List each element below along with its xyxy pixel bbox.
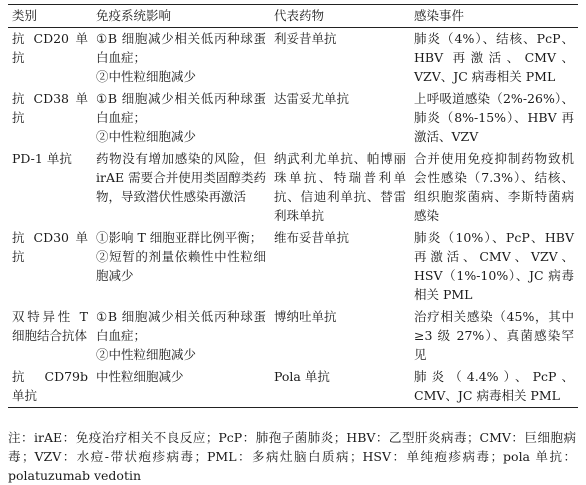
cell-drugs: 维布妥昔单抗 xyxy=(274,230,350,245)
header-drugs: 代表药物 xyxy=(270,5,410,28)
table-header-row xyxy=(8,5,578,28)
cell-immune-effect xyxy=(92,366,270,408)
cell-drugs: 纳武利尤单抗、帕博丽珠单抗、特瑞普利单抗、信迪利单抗、替雷利珠单抗 xyxy=(274,151,406,223)
cell-drugs: Pola 单抗 xyxy=(270,366,410,408)
table-row xyxy=(8,88,578,148)
cell-category: 双特异性 T 细胞结合抗体 xyxy=(12,309,88,343)
table-footnote: 注：irAE：免疫治疗相关不良反应；PcP：肺孢子菌肺炎；HBV：乙型肝炎病毒；CMV：巨细胞病毒；VZV：水痘-带状疱疹病毒；PML：多病灶脑白质病；HSV：单纯疱疹病毒；pola 单抗：polatuzumab vedotin xyxy=(8,430,576,483)
cell-drugs: 达雷妥尤单抗 xyxy=(274,91,350,106)
cell-category: 抗 CD20 单抗 xyxy=(12,31,88,65)
drug-infection-table xyxy=(8,4,578,408)
header-immune-effect: 免疫系统影响 xyxy=(92,5,270,28)
cell-category: 抗 CD38 单抗 xyxy=(12,91,88,125)
cell-infections: 上呼吸道感染（2%-26%）、肺炎（8%-15%）、HBV 再激活、VZV xyxy=(414,91,574,144)
table-row xyxy=(8,366,578,408)
effect-line: ①B 细胞减少相关低丙种球蛋白血症； xyxy=(96,31,266,65)
header-category: 类别 xyxy=(8,5,92,28)
cell-infections: 合并使用免疫抑制药物致机会性感染（7.3%）、结核、组织胞浆菌病、李斯特菌病感染 xyxy=(414,151,574,223)
cell-category: PD-1 单抗 xyxy=(12,151,72,166)
effect-line: 中性粒细胞减少 xyxy=(96,369,184,384)
table-row xyxy=(8,148,578,227)
cell-immune-effect xyxy=(92,28,270,89)
cell-immune-effect xyxy=(92,306,270,366)
cell-category: 抗 CD30 单抗 xyxy=(12,230,88,264)
cell-drugs: 博纳吐单抗 xyxy=(274,309,337,324)
effect-line: ②中性粒细胞减少 xyxy=(96,347,197,362)
cell-immune-effect xyxy=(92,148,270,227)
table-row xyxy=(8,227,578,306)
effect-line: ①B 细胞减少相关低丙种球蛋白血症； xyxy=(96,91,266,125)
cell-drugs: 利妥昔单抗 xyxy=(274,31,337,46)
effect-line: 药物没有增加感染的风险，但 irAE 需要合并使用类固醇类药物，导致潜伏性感染再激活 xyxy=(96,151,266,204)
cell-infections: 肺炎（4.4%）、PcP、CMV、JC 病毒相关 PML xyxy=(410,366,578,408)
cell-category: 抗 CD79b 单抗 xyxy=(8,366,92,408)
header-infections: 感染事件 xyxy=(410,5,578,28)
cell-infections: 肺炎（4%）、结核、PcP、HBV 再激活、CMV、VZV、JC 病毒相关 PML xyxy=(414,31,574,84)
table-row xyxy=(8,28,578,89)
effect-line: ①影响 T 细胞亚群比例平衡； xyxy=(96,230,263,245)
table-row xyxy=(8,306,578,366)
effect-line: ②短暂的剂量依赖性中性粒细胞减少 xyxy=(96,249,266,283)
effect-line: ①B 细胞减少相关低丙种球蛋白血症； xyxy=(96,309,266,343)
cell-immune-effect xyxy=(92,88,270,148)
cell-immune-effect xyxy=(92,227,270,306)
cell-infections: 肺炎（10%）、PcP、HBV 再激活、CMV、VZV、HSV（1%-10%）、JC 病毒相关 PML xyxy=(414,230,574,302)
cell-infections: 治疗相关感染（45%，其中≥3 级 27%）、真菌感染罕见 xyxy=(414,309,574,362)
effect-line: ②中性粒细胞减少 xyxy=(96,69,197,84)
effect-line: ②中性粒细胞减少 xyxy=(96,129,197,144)
